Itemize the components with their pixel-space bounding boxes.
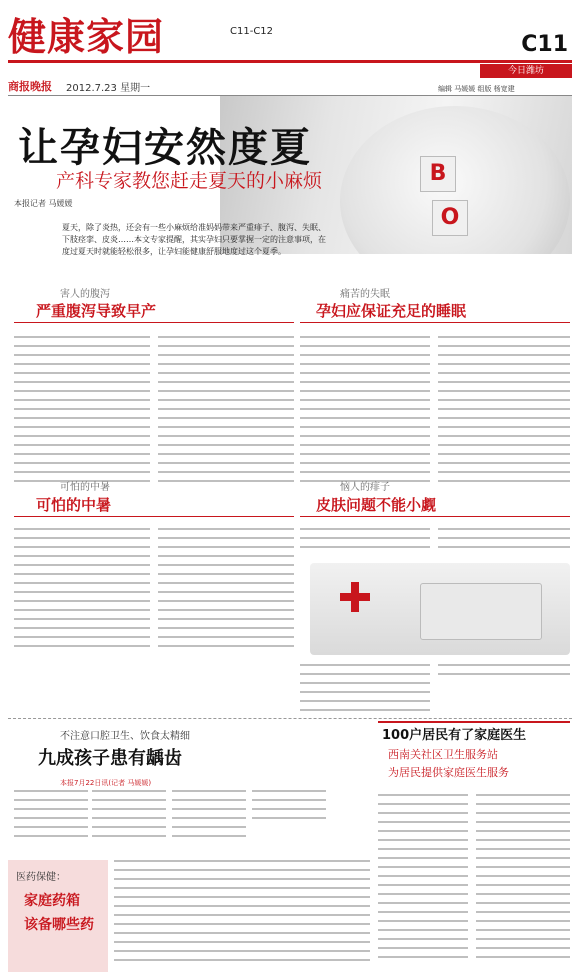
article-body-text [14,528,150,654]
medicine-box [420,583,542,640]
medicine-list-text [114,860,370,968]
article-body-text [438,664,570,682]
masthead-rule [8,60,572,63]
section-rule [300,322,570,323]
feature-headline: 让孕妇安然度夏 [18,125,312,171]
section-title: 严重腹泻导致早产 [36,302,157,320]
sidebar-title: 该备哪些药 [24,917,94,933]
article-body-text [438,336,570,489]
article-body-text [300,336,430,489]
article-body-text [158,336,294,489]
section-rule [14,516,294,517]
feature-subhead: 产科专家教您赶走夏天的小麻烦 [56,170,323,192]
section-divider [8,718,572,719]
article-body-text [172,790,246,844]
letter-block-b: B [420,156,456,192]
story-subhead: 西南关社区卫生服务站 [388,748,498,761]
section-title: 孕妇应保证充足的睡眠 [316,302,467,320]
article-body-text [300,664,430,718]
page-range: C11-C12 [230,26,274,37]
section-rule [300,516,570,517]
article-body-text [14,336,150,489]
story-kicker: 不注意口腔卫生、饮食太精细 [60,731,190,742]
section-rule [14,322,294,323]
sidebar-title: 家庭药箱 [24,893,80,909]
section-title: 可怕的中暑 [36,496,112,514]
issue-date: 2012.7.23 星期一 [66,83,151,94]
paper-name: 商报晚报 [8,80,52,93]
region-tag: 今日潍坊 [480,64,572,78]
sidebar-kicker: 医药保健： [16,872,66,883]
article-body-text [92,790,166,844]
article-body-text [438,528,570,555]
medical-kit-photo [310,563,570,655]
article-body-text [378,794,468,965]
feature-lead: 夏天，除了炎热，还会有一些小麻烦给准妈妈带来严重痱子、腹泻、失眠、下肢痉挛、皮炎……本文专家提醒，其实孕妇只要掌握一定的注意事项，在度过夏天时就能轻松很多，让孕妇能健康舒服地度过这个夏季。 [62,223,326,256]
section-kicker: 痛苦的失眠 [340,289,390,300]
article-body-text [158,528,294,654]
section-kicker: 害人的腹泻 [60,289,110,300]
editor-credits: 编辑 马媛媛 组版 杨宽建 [438,85,515,93]
article-body-text [252,790,326,826]
article-body-text [14,790,88,844]
page-number: C11 [521,32,568,57]
red-cross-icon [351,582,359,612]
article-body-text [476,794,570,965]
article-body-text [300,528,430,555]
story-byline: 本报7月22日讯(记者 马媛媛) [60,779,152,787]
story-subhead: 为居民提供家庭医生服务 [388,766,509,779]
section-title: 皮肤问题不能小觑 [316,496,437,514]
story-headline: 九成孩子患有龋齿 [38,748,182,769]
feature-byline: 本报记者 马媛媛 [14,199,73,208]
section-kicker: 恼人的痱子 [340,482,390,493]
section-brand: 健康家园 [8,15,165,59]
section-kicker: 可怕的中暑 [60,482,110,493]
letter-block-o: O [432,200,468,236]
story-headline: 100户居民有了家庭医生 [382,728,527,743]
